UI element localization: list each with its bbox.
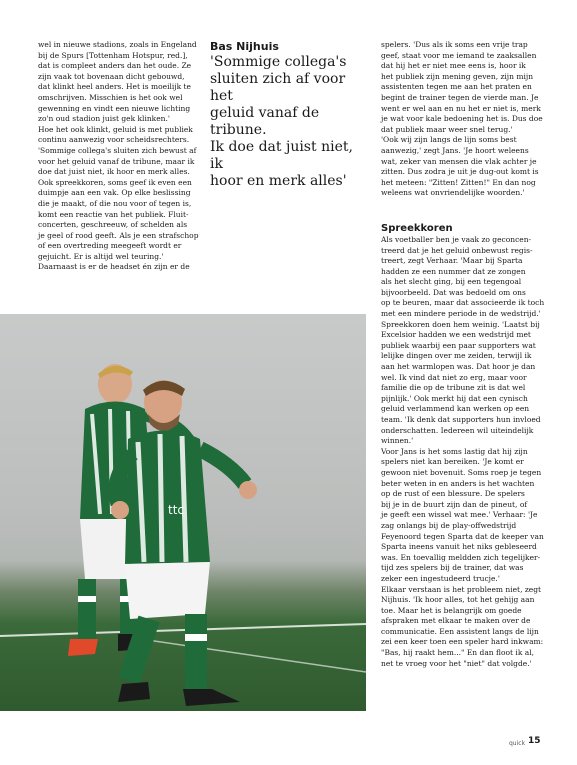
body-text-line: Nijhuis. 'Ik hoor alles, tot het gehijg aan xyxy=(381,595,535,605)
article-column-3 xyxy=(381,40,547,669)
body-text-line: Feyenoord tegen Sparta dat de keeper van xyxy=(381,531,544,541)
body-text-line: treerd dat je het geluid onbewust regis- xyxy=(381,245,533,255)
body-text-line: "Bas, hij raakt hem..." En dan floot ik al, xyxy=(381,648,535,658)
match-photo xyxy=(0,314,366,711)
body-text-line: afspraken met elkaar te maken over de xyxy=(381,616,531,626)
body-text-line: als het slecht ging, bij een tegengoal xyxy=(381,277,522,287)
body-text-line: Voor Jans is het soms lastig dat hij zijn xyxy=(381,446,528,456)
quote-line: sluiten zich af voor het xyxy=(210,71,346,104)
body-text-line: Elkaar verstaan is het probleem niet, zegt xyxy=(381,584,542,594)
body-text-line: duimpje aan een vak. Op elke beslissing xyxy=(38,188,191,198)
quote-line: 'Sommige collega's xyxy=(210,54,347,70)
quote-text xyxy=(210,54,370,190)
body-text-line: wat, zeker van mensen die vlak achter je xyxy=(381,156,537,166)
body-text-line: toe. Maar het is belangrijk om goede xyxy=(381,605,522,615)
magazine-brand: quick xyxy=(509,740,526,747)
body-text-line: geef, staat voor me iemand te zaaksallen xyxy=(381,50,537,60)
body-text-line: zei een keer toen een speler hard inkwam: xyxy=(381,637,544,647)
body-text-line: die je maakt, of die nou voor of tegen is, xyxy=(38,198,192,208)
body-text-line: geluid verlammend kan werken op een xyxy=(381,404,530,414)
pull-quote xyxy=(210,40,370,190)
body-text-line: Spreekkoren doen hem weinig. 'Laatst bij xyxy=(381,319,540,329)
football-players-celebrating-icon xyxy=(0,314,366,711)
body-text-line: team. 'Ik denk dat supporters hun invloed xyxy=(381,415,541,424)
body-text-line: bij de Spurs [Tottenham Hotspur, red.], xyxy=(38,50,188,60)
body-text-line: met een mindere periode in de wedstrijd.' xyxy=(381,309,541,319)
body-text-line: 'Ook wij zijn langs de lijn soms best xyxy=(381,135,517,145)
body-text-line: zag onlangs bij de play-offwedstrijd xyxy=(381,520,517,530)
body-text-line: bij je in de buurt zijn dan de pineut, of xyxy=(381,499,528,509)
body-text-line: continu aanwezig voor scheidsrechters. xyxy=(38,135,190,145)
section-subhead: Spreekkoren xyxy=(381,222,453,234)
body-text-line: went er wel aan en nu het er niet is, merk xyxy=(381,103,541,113)
body-text-line: dat hij het er niet mee eens is, hoor ik xyxy=(381,61,526,71)
shirt-sponsor: ttc xyxy=(168,503,185,517)
body-text-line: of een overtreding meegeeft wordt er xyxy=(38,241,182,251)
quote-line: geluid vanaf de tribune. xyxy=(210,105,320,138)
body-text-line: op te beuren, maar dat associeerde ik toch xyxy=(381,298,545,308)
body-text-line: Excelsior hadden we een wedstrijd met xyxy=(381,330,531,340)
body-text-line: concerten, geschreeuw, of schelden als xyxy=(38,220,188,230)
body-text-line: zijn vaak tot bovenaan dicht gebouwd, xyxy=(38,71,185,81)
body-text-line: spelers niet kan bereiken. 'Je komt er xyxy=(381,457,524,467)
body-text-line: Als voetballer ben je vaak zo geconcen- xyxy=(381,234,532,244)
body-text-line: publiek waarbij een paar supporters wat xyxy=(381,340,536,350)
body-text-line: 'Sommige collega's sluiten zich bewust af xyxy=(38,145,197,155)
body-text-line: was. En toevallig meldden zich tegelijker- xyxy=(381,552,541,562)
body-text-line: begint de trainer tegen de vierde man. Je xyxy=(381,92,539,102)
body-text-line: komt een reactie van het publiek. Fluit- xyxy=(38,209,189,219)
body-text-line: familie die op de tribune zit is dat wel xyxy=(381,383,526,393)
body-text-line: het meteen: "Zitten! Zitten!" En dan nog xyxy=(381,177,536,187)
body-text-line: je wat voor kale bedoening het is. Dus doe xyxy=(381,114,543,124)
quote-line: hoor en merk alles' xyxy=(210,173,347,189)
article-column-3-top xyxy=(381,40,547,199)
body-text-line: tijd zes spelers bij de trainer, dat was xyxy=(381,563,524,573)
body-text-line: assistenten tegen me aan het praten en xyxy=(381,82,532,92)
body-text-line: doe dat juist niet, ik hoor en merk alles. xyxy=(38,167,190,177)
body-text-line: lelijke dingen over me zeiden, terwijl ik xyxy=(381,351,532,361)
body-text-line: voor het geluid vanaf de tribune, maar ik xyxy=(38,156,195,166)
body-text-line: spelers. 'Dus als ik soms een vrije trap xyxy=(381,40,528,49)
body-text-line: zeker een ingestudeerd trucje.' xyxy=(381,573,500,583)
body-text-line: Daarnaast is er de headset én zijn er de xyxy=(38,262,190,272)
body-text-line: wel in nieuwe stadions, zoals in Engeland xyxy=(38,40,197,49)
body-text-line: omschrijven. Misschien is het ook wel xyxy=(38,92,183,102)
body-text-line: Sparta ineens vanuit het niks gebleseerd xyxy=(381,542,537,552)
body-text-line: bijvoorbeeld. Dat was bedoeld om ons xyxy=(381,287,526,297)
body-text-line: onderschatten. Iedereen wil uiteindelijk xyxy=(381,425,534,435)
quote-line: Ik doe dat juist niet, ik xyxy=(210,139,353,172)
body-text-line: hadden ze een nummer dat ze zongen xyxy=(381,266,526,276)
body-text-line: wel. Ik vind dat niet zo erg, maar voor xyxy=(381,372,527,382)
body-text-line: gewoon niet bovenuit. Soms roep je tegen xyxy=(381,467,542,477)
body-text-line: weleens wat onvriendelijke woorden.' xyxy=(381,188,525,198)
article-column-3-bottom xyxy=(381,235,547,669)
body-text-line: aanwezig,' zegt Jans. 'Je hoort weleens xyxy=(381,145,529,155)
body-text-line: het publiek zijn mening geven, zijn mijn xyxy=(381,71,534,81)
body-text-line: beter weten in en anders is het wachten xyxy=(381,478,535,488)
body-text-line: net te vroeg voor het "niet" dat volgde.' xyxy=(381,658,532,668)
body-text-line: zo'n oud stadion juist gek klinken.' xyxy=(38,114,170,124)
body-text-line: op de rust of een blessure. De spelers xyxy=(381,489,525,499)
body-text-line: treert, zegt Verhaar. 'Maar bij Sparta xyxy=(381,256,523,266)
body-text-line: gejuicht. Er is altijd wel teuring.' xyxy=(38,251,164,261)
body-text-line: je geeft een wissel wat mee.' Verhaar: 'Je xyxy=(381,510,538,520)
body-text-line: Hoe het ook klinkt, geluid is met publiek xyxy=(38,124,193,134)
quote-author: Bas Nijhuis xyxy=(210,40,279,53)
body-text-line: dat is compleet anders dan het oude. Ze xyxy=(38,61,192,71)
body-text-line: je geel of rood geeft. Als je een strafschop xyxy=(38,230,199,240)
page-number: 15 xyxy=(528,736,541,746)
body-text-line: gewenning en vindt een nieuwe lichting xyxy=(38,103,191,113)
article-column-1 xyxy=(38,40,200,273)
body-text-line: Ook spreekkoren, soms geef ik even een xyxy=(38,177,192,187)
body-text-line: pijnlijk.' Ook merkt hij dat een cynisch xyxy=(381,393,528,403)
body-text-line: zitten. Dus zodra je uit je dug-out komt is xyxy=(381,167,539,177)
body-text-line: communicatie. Een assistent langs de lijn xyxy=(381,626,539,636)
body-text-line: dat publiek maar weer snel terug.' xyxy=(381,124,513,134)
body-text-line: aan het warmlopen was. Dat hoor je dan xyxy=(381,362,536,372)
body-text-line: winnen.' xyxy=(381,436,414,446)
body-text-line: dat klinkt heel anders. Het is moeilijk te xyxy=(38,82,191,92)
